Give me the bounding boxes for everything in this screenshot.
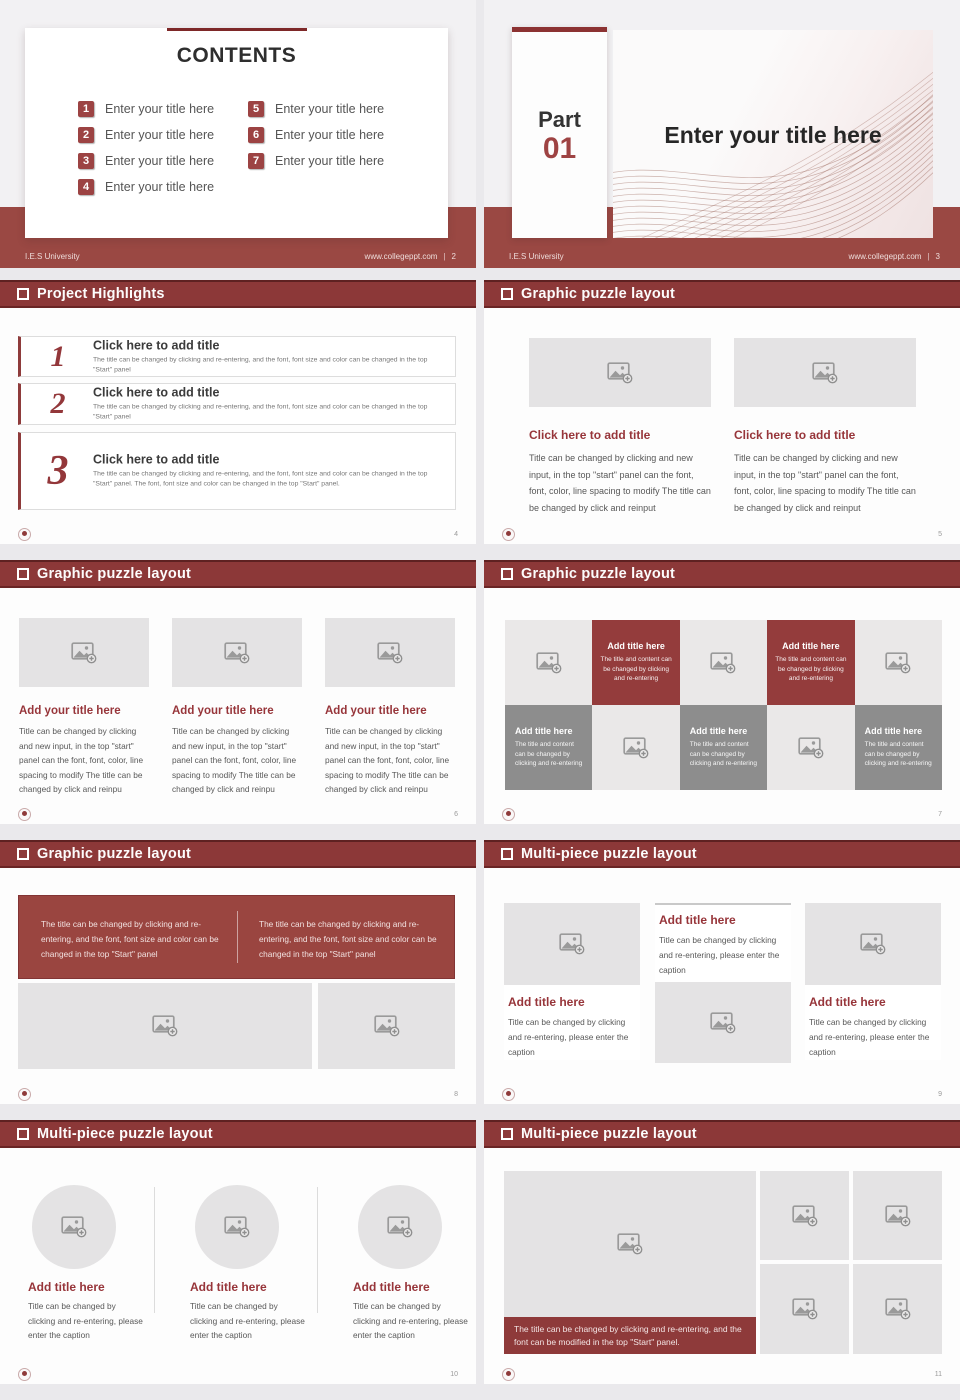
slide-title: Graphic puzzle layout: [521, 286, 676, 302]
slide-title: Project Highlights: [37, 286, 165, 302]
column-divider: [317, 1187, 318, 1313]
card-body: Title can be changed by clicking and new input, in the top "start" panel can the font, font, color, line spacing to modify The title can be changed by click and reinpu: [325, 726, 450, 794]
tile-body: The title and content can be changed by clicking and re-entering: [689, 741, 757, 768]
card-title: Add title here: [659, 913, 736, 927]
item-number-badge: 3: [78, 153, 94, 169]
image-add-icon: [885, 1205, 911, 1227]
image-placeholder-large: [504, 1171, 756, 1317]
image-placeholder: [734, 338, 916, 407]
square-bullet-icon: [17, 288, 29, 300]
image-placeholder: [325, 618, 455, 687]
image-add-icon: [536, 652, 562, 674]
part-label: Part: [538, 107, 581, 132]
square-bullet-icon: [501, 288, 513, 300]
highlight-number: 3: [47, 448, 69, 494]
highlight-text: [93, 386, 445, 423]
card-title: Add title here: [190, 1280, 267, 1294]
card-title: Click here to add title: [734, 428, 856, 442]
text-tile-gray: [680, 705, 767, 790]
column-divider: [154, 1187, 155, 1313]
slide-graphic-puzzle-3: [0, 560, 476, 824]
item-number-badge: 5: [248, 101, 264, 117]
tile-title: Add title here: [515, 726, 573, 737]
university-seal-logo: [18, 528, 31, 541]
image-add-icon: [792, 1298, 818, 1320]
highlight-item: [18, 432, 456, 510]
text-banner: [18, 895, 455, 979]
image-add-icon: [61, 1216, 87, 1238]
item-label: Enter your title here: [105, 154, 215, 168]
slide-title: Multi-piece puzzle layout: [37, 1126, 213, 1142]
card-caption: Title can be changed by clicking and re-entering, please enter the caption: [508, 1017, 629, 1057]
page-number: 11: [934, 1370, 942, 1378]
card-caption: Title can be changed by clicking and re-entering, please enter the caption: [353, 1301, 468, 1340]
slide-title: Graphic puzzle layout: [37, 566, 192, 582]
image-card: [529, 338, 711, 516]
highlight-body: The title can be changed by clicking and re-entering, and the font, font size and color can be changed in the top "Start" panel. The font, font size and color can be changed in the top "Start" panel.: [93, 470, 428, 488]
slide-footer: [484, 807, 960, 821]
section-title: Enter your title here: [664, 122, 882, 148]
item-label: Enter your title here: [105, 102, 215, 116]
item-label: Enter your title here: [105, 128, 215, 142]
page-number: 9: [938, 1090, 942, 1098]
image-placeholder: [172, 618, 302, 687]
slide-title: Multi-piece puzzle layout: [521, 846, 697, 862]
part-card: [512, 27, 607, 238]
tile-body: The title and content can be changed by clicking and re-entering: [864, 741, 932, 768]
image-add-icon: [224, 1216, 250, 1238]
caption-block: [190, 1280, 306, 1343]
image-placeholder: [767, 705, 854, 790]
image-add-icon: [607, 362, 633, 384]
image-placeholder: [853, 1264, 942, 1354]
highlight-body: The title can be changed by clicking and re-entering, and the font, font size and color can be changed in the top "Start" panel: [93, 403, 428, 421]
slide-title-bar: [0, 1120, 476, 1148]
banner-divider: [237, 911, 238, 963]
contents-item: [248, 127, 418, 143]
footer-site: www.collegeppt.com: [364, 252, 438, 261]
contents-list: [78, 101, 418, 205]
image-placeholder: [592, 705, 679, 790]
contents-column-right: [248, 101, 418, 205]
image-add-icon: [374, 1015, 400, 1037]
slide-title-bar: [484, 1120, 960, 1148]
image-add-icon: [617, 1233, 643, 1255]
university-seal-logo: [502, 808, 515, 821]
footer-divider: |: [927, 252, 930, 261]
square-bullet-icon: [501, 1128, 513, 1140]
highlight-number: 1: [50, 339, 66, 373]
card-body: Title can be changed by clicking and new input, in the top "start" panel can the font, font, color, line spacing to modify The title can be changed by click and reinput: [529, 453, 711, 513]
image-placeholder: [855, 620, 942, 705]
highlight-text: [93, 338, 445, 375]
image-add-icon: [860, 933, 886, 955]
page-number: 4: [454, 530, 458, 538]
slide-title-bar: [0, 560, 476, 588]
image-add-icon: [559, 933, 585, 955]
slide-footer: [484, 527, 960, 541]
card-title: Add your title here: [19, 705, 121, 717]
slide-title: Graphic puzzle layout: [521, 566, 676, 582]
highlight-text: [93, 453, 445, 490]
university-seal-logo: [18, 808, 31, 821]
university-seal-logo: [502, 528, 515, 541]
text-tile-red: [592, 620, 679, 705]
image-placeholder: [655, 982, 791, 1063]
tile-body: The title and content can be changed by clicking and re-entering: [515, 741, 583, 768]
university-seal-logo: [502, 1368, 515, 1381]
caption-block: [28, 1280, 144, 1343]
caption-block: [805, 985, 941, 1060]
image-add-icon: [885, 652, 911, 674]
caption-block: [353, 1280, 469, 1343]
image-add-icon: [710, 1012, 736, 1034]
footer-divider: |: [443, 252, 446, 261]
item-number-badge: 4: [78, 179, 94, 195]
image-card: [172, 618, 302, 797]
image-add-icon: [792, 1205, 818, 1227]
contents-item: [78, 101, 248, 117]
image-placeholder: [504, 903, 640, 985]
slide-contents: [0, 0, 476, 268]
image-add-icon: [798, 737, 824, 759]
slide-title: Multi-piece puzzle layout: [521, 1126, 697, 1142]
page-number: 8: [454, 1090, 458, 1098]
image-card: [734, 338, 916, 516]
circle-image-placeholder: [32, 1185, 116, 1269]
slide-graphic-puzzle-2: [484, 280, 960, 544]
image-card: [805, 903, 941, 1066]
slide-title-bar: [484, 840, 960, 868]
circle-image-placeholder: [195, 1185, 279, 1269]
contents-item: [248, 101, 418, 117]
image-add-icon: [812, 362, 838, 384]
text-tile-red: [767, 620, 854, 705]
square-bullet-icon: [17, 848, 29, 860]
slide-footer: [0, 527, 476, 541]
image-add-icon: [152, 1015, 178, 1037]
card-title: Add title here: [809, 995, 886, 1009]
image-placeholder: [760, 1264, 849, 1354]
tile-body: The title and content can be changed by clicking and re-entering: [600, 656, 672, 683]
image-add-icon: [377, 642, 403, 664]
page-number: 5: [938, 530, 942, 538]
contents-column-left: [78, 101, 248, 205]
slide-footer: [484, 1087, 960, 1101]
slide-footer: [0, 1087, 476, 1101]
contents-item: [78, 127, 248, 143]
slide-footer: [484, 1367, 960, 1381]
caption-block: [504, 985, 640, 1060]
image-placeholder: [529, 338, 711, 407]
contents-card: [25, 28, 448, 238]
image-placeholder: [505, 620, 592, 705]
image-placeholder: [853, 1171, 942, 1260]
page-number: 7: [938, 810, 942, 818]
square-bullet-icon: [501, 568, 513, 580]
slide-title-bar: [484, 560, 960, 588]
image-add-icon: [71, 642, 97, 664]
item-label: Enter your title here: [275, 154, 385, 168]
highlight-item: [18, 336, 456, 377]
item-label: Enter your title here: [275, 102, 385, 116]
page-number: 3: [935, 252, 940, 261]
card-caption: Title can be changed by clicking and re-entering, please enter the caption: [190, 1301, 305, 1340]
card-caption: Title can be changed by clicking and re-entering, please enter the caption: [28, 1301, 143, 1340]
image-placeholder: [19, 618, 149, 687]
tile-body: The title and content can be changed by clicking and re-entering: [775, 656, 847, 683]
page-number: 10: [450, 1370, 458, 1378]
item-number-badge: 1: [78, 101, 94, 117]
card-caption: Title can be changed by clicking and re-entering, please enter the caption: [809, 1017, 930, 1057]
item-label: Enter your title here: [275, 128, 385, 142]
item-number-badge: 2: [78, 127, 94, 143]
university-seal-logo: [18, 1088, 31, 1101]
slide-graphic-puzzle-banner: [0, 840, 476, 1104]
item-number-badge: 6: [248, 127, 264, 143]
university-seal-logo: [18, 1368, 31, 1381]
highlight-title: Click here to add title: [93, 338, 220, 352]
image-placeholder: [805, 903, 941, 985]
contents-item: [248, 153, 418, 169]
caption-bar: The title can be changed by clicking and re-entering, and the font can be modified in the top "Start" panel.: [504, 1317, 756, 1354]
highlight-body: The title can be changed by clicking and re-entering, and the font, font size and color can be changed in the top "Start" panel: [93, 356, 428, 373]
card-body: Title can be changed by clicking and new input, in the top "start" panel can the font, font, color, line spacing to modify The title can be changed by click and reinput: [734, 453, 916, 513]
image-add-icon: [224, 642, 250, 664]
card-title: Add your title here: [172, 705, 274, 717]
item-number-badge: 7: [248, 153, 264, 169]
banner-text: The title can be changed by clicking and re-entering, and the font, font size and color can be changed in the top "Start" panel: [259, 919, 437, 959]
highlight-number: 2: [50, 387, 66, 420]
slide-title-bar: [0, 840, 476, 868]
accent-line: [167, 28, 307, 31]
card-title: Add title here: [28, 1280, 105, 1294]
footer-site: www.collegeppt.com: [848, 252, 922, 261]
image-card: [19, 618, 149, 797]
slide-graphic-puzzle-grid: [484, 560, 960, 824]
banner-text: The title can be changed by clicking and re-entering, and the font, font size and color can be changed in the top "Start" panel: [41, 919, 219, 959]
card-title: Add your title here: [325, 705, 427, 717]
slide-project-highlights: [0, 280, 476, 544]
image-placeholder: [18, 983, 312, 1069]
section-cover: [613, 30, 933, 238]
image-card: [655, 903, 791, 1066]
slide-title: Graphic puzzle layout: [37, 846, 192, 862]
square-bullet-icon: [17, 1128, 29, 1140]
item-label: Enter your title here: [105, 180, 215, 194]
slide-title-bar: [0, 280, 476, 308]
contents-item: [78, 179, 248, 195]
image-add-icon: [885, 1298, 911, 1320]
tile-title: Add title here: [607, 641, 665, 652]
card-body: Title can be changed by clicking and new input, in the top "start" panel can the font, font, color, line spacing to modify The title can be changed by click and reinpu: [19, 726, 144, 794]
card-body: Title can be changed by clicking and new input, in the top "start" panel can the font, font, color, line spacing to modify The title can be changed by click and reinpu: [172, 726, 297, 794]
card-caption: Title can be changed by clicking and re-entering, please enter the caption: [659, 935, 780, 975]
image-placeholder: [680, 620, 767, 705]
caption-block: [655, 903, 791, 982]
image-placeholder: [760, 1171, 849, 1260]
tile-title: Add title here: [864, 726, 923, 737]
slide-multi-piece-circles: [0, 1120, 476, 1384]
text-tile-gray: [855, 705, 942, 790]
tile-title: Add title here: [689, 726, 748, 737]
page-number: 2: [451, 252, 456, 261]
highlight-title: Click here to add title: [93, 385, 220, 400]
image-add-icon: [710, 652, 736, 674]
card-title: Click here to add title: [529, 428, 651, 442]
slide-footer: [0, 807, 476, 821]
highlight-item: [18, 383, 456, 425]
footer-site-page: [849, 252, 940, 261]
slide-multi-piece-3: [484, 840, 960, 1104]
tile-grid: [505, 620, 942, 790]
image-card: [325, 618, 455, 797]
circle-image-placeholder: [358, 1185, 442, 1269]
footer-university: I.E.S University: [25, 252, 80, 261]
university-seal-logo: [502, 1088, 515, 1101]
card-title: Add title here: [353, 1280, 430, 1294]
text-tile-gray: [505, 705, 592, 790]
image-card: [504, 903, 640, 1066]
card-title: Add title here: [508, 995, 585, 1009]
part-number: 01: [542, 132, 577, 165]
highlight-title: Click here to add title: [93, 452, 220, 467]
image-add-icon: [623, 737, 649, 759]
contents-title: CONTENTS: [176, 44, 297, 67]
image-add-icon: [387, 1216, 413, 1238]
square-bullet-icon: [17, 568, 29, 580]
page-number: 6: [454, 810, 458, 818]
tile-title: Add title here: [782, 641, 840, 652]
slide-footer: [0, 1367, 476, 1381]
contents-item: [78, 153, 248, 169]
slide-title-bar: [484, 280, 960, 308]
footer-university: I.E.S University: [509, 252, 564, 261]
image-placeholder: [318, 983, 455, 1069]
square-bullet-icon: [501, 848, 513, 860]
slide-multi-piece-grid: [484, 1120, 960, 1384]
footer-site-page: [365, 252, 456, 261]
slide-part-01: [484, 0, 960, 268]
accent-bar: [512, 27, 607, 32]
